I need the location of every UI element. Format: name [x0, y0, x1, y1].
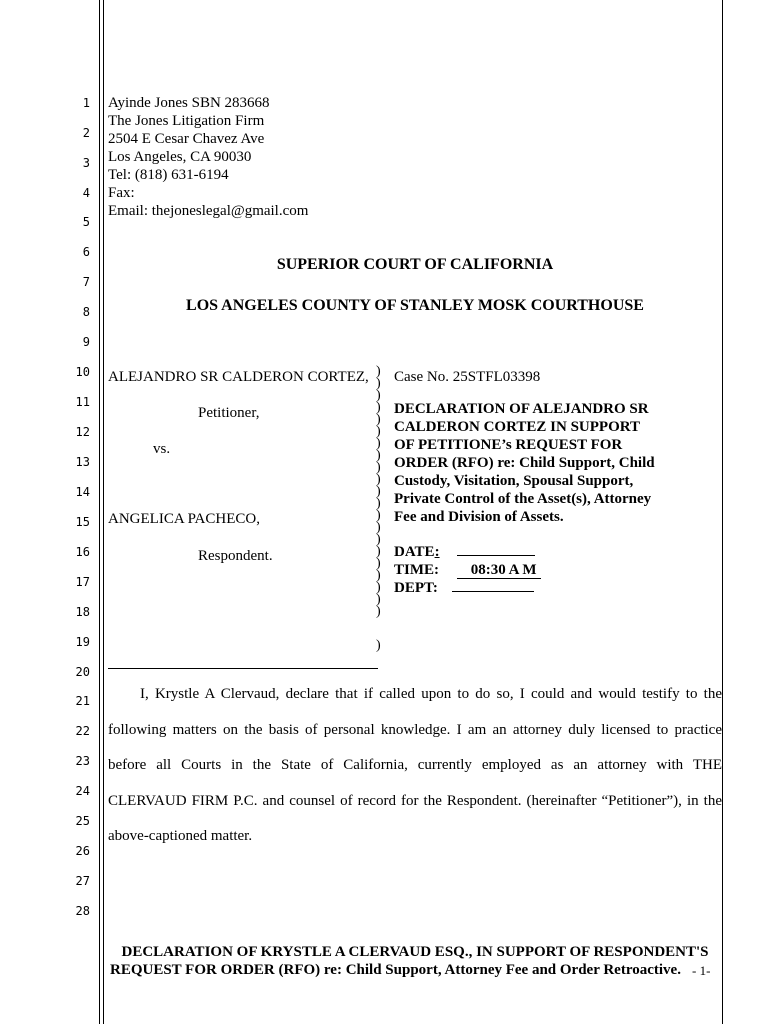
line-number: 5	[82, 215, 90, 229]
caption-paren: )	[376, 520, 381, 535]
left-margin-rule-inner	[103, 0, 104, 1024]
body-line: I, Krystle A Clervaud, declare that if called upon to do so, I could and would testify to the	[140, 686, 722, 702]
caption-paren: )	[376, 532, 381, 547]
respondent-label: Respondent.	[198, 548, 273, 564]
telephone: Tel: (818) 631-6194	[108, 167, 229, 183]
document-title-line: OF PETITIONE’s REQUEST FOR	[394, 437, 623, 453]
versus-label: vs.	[153, 441, 171, 457]
caption-paren: )	[376, 580, 381, 595]
case-number: Case No. 25STFL03398	[394, 369, 541, 385]
hearing-time	[394, 561, 541, 579]
line-number: 10	[75, 365, 90, 379]
caption-paren: )	[376, 496, 381, 511]
caption-paren: )	[376, 568, 381, 583]
document-title-line: Custody, Visitation, Spousal Support,	[394, 473, 634, 489]
right-margin-rule	[722, 0, 723, 1024]
line-number: 11	[75, 395, 90, 409]
caption-paren: )	[376, 424, 381, 439]
line-number: 1	[82, 96, 90, 110]
document-title-line: DECLARATION OF ALEJANDRO SR	[394, 401, 649, 417]
caption-paren: )	[376, 448, 381, 463]
document-title-line: Private Control of the Asset(s), Attorney	[394, 491, 652, 507]
caption-paren: )	[376, 376, 381, 391]
caption-underline	[108, 668, 378, 669]
line-number: 27	[75, 874, 90, 888]
line-number: 13	[75, 455, 90, 469]
dept-label: DEPT:	[394, 580, 438, 596]
document-title-line: CALDERON CORTEZ IN SUPPORT	[394, 419, 641, 435]
body-line: following matters on the basis of personal knowledge. I am an attorney duly licensed to practice	[108, 722, 722, 738]
caption-paren: )	[376, 388, 381, 403]
address-line-2: Los Angeles, CA 90030	[108, 149, 252, 165]
caption-paren: )	[376, 436, 381, 451]
body-line: before all Courts in the State of California, currently employed as an attorney with THE	[108, 757, 722, 773]
petitioner-name: ALEJANDRO SR CALDERON CORTEZ,	[108, 369, 369, 385]
court-county: LOS ANGELES COUNTY OF STANLEY MOSK COURTHOUSE	[186, 297, 644, 314]
document-title-line: Fee and Division of Assets.	[394, 509, 564, 525]
hearing-date	[394, 543, 535, 561]
line-number: 7	[82, 275, 90, 289]
date-label: DATE	[394, 544, 435, 560]
caption-paren: )	[376, 508, 381, 523]
line-number: 16	[75, 545, 90, 559]
respondent-name: ANGELICA PACHECO,	[108, 511, 260, 527]
line-number: 20	[75, 665, 90, 679]
caption-paren: )	[376, 484, 381, 499]
line-number: 18	[75, 605, 90, 619]
line-number: 3	[82, 156, 90, 170]
footer-title-line-1: DECLARATION OF KRYSTLE A CLERVAUD ESQ., IN SUPPORT OF RESPONDENT'S	[121, 944, 709, 960]
line-number: 8	[82, 305, 90, 319]
time-value: 08:30 A M	[457, 562, 541, 579]
fax: Fax:	[108, 185, 135, 201]
email: Email: thejoneslegal@gmail.com	[108, 203, 309, 219]
line-number: 9	[82, 335, 90, 349]
dept-blank	[452, 591, 534, 592]
body-line: CLERVAUD FIRM P.C. and counsel of record for the Respondent. (hereinafter “Petitioner”), in the	[108, 793, 722, 809]
document-title-line: ORDER (RFO) re: Child Support, Child	[394, 455, 655, 471]
page-number: - 1-	[692, 963, 711, 978]
line-number: 24	[75, 784, 90, 798]
line-number: 12	[75, 425, 90, 439]
line-number: 23	[75, 754, 90, 768]
footer-title-line-2: REQUEST FOR ORDER (RFO) re: Child Support, Attorney Fee and Order Retroactive.	[110, 962, 681, 978]
line-number: 2	[82, 126, 90, 140]
firm-name: The Jones Litigation Firm	[108, 113, 265, 129]
line-number: 19	[75, 635, 90, 649]
line-number: 26	[75, 844, 90, 858]
attorney-name: Ayinde Jones SBN 283668	[108, 95, 270, 111]
line-number: 22	[75, 724, 90, 738]
caption-paren: )	[376, 472, 381, 487]
hearing-dept	[394, 579, 534, 597]
line-number: 6	[82, 245, 90, 259]
line-number: 15	[75, 515, 90, 529]
date-blank	[457, 555, 535, 556]
caption-paren: )	[376, 412, 381, 427]
caption-paren: )	[376, 460, 381, 475]
date-colon: :	[434, 544, 440, 560]
caption-paren: )	[376, 544, 381, 559]
body-line: above-captioned matter.	[108, 828, 253, 844]
caption-paren: )	[376, 364, 381, 379]
line-number: 25	[75, 814, 90, 828]
line-number: 17	[75, 575, 90, 589]
address-line-1: 2504 E Cesar Chavez Ave	[108, 131, 265, 147]
line-number: 14	[75, 485, 90, 499]
line-number: 4	[82, 186, 90, 200]
caption-paren: )	[376, 400, 381, 415]
line-number: 21	[75, 694, 90, 708]
caption-paren: )	[376, 592, 381, 607]
caption-paren: )	[376, 604, 381, 619]
left-margin-rule-outer	[99, 0, 100, 1024]
caption-paren: )	[376, 556, 381, 571]
line-number: 28	[75, 904, 90, 918]
petitioner-label: Petitioner,	[198, 405, 260, 421]
time-label: TIME:	[394, 562, 439, 578]
caption-paren: )	[376, 638, 381, 653]
court-name: SUPERIOR COURT OF CALIFORNIA	[276, 256, 554, 273]
